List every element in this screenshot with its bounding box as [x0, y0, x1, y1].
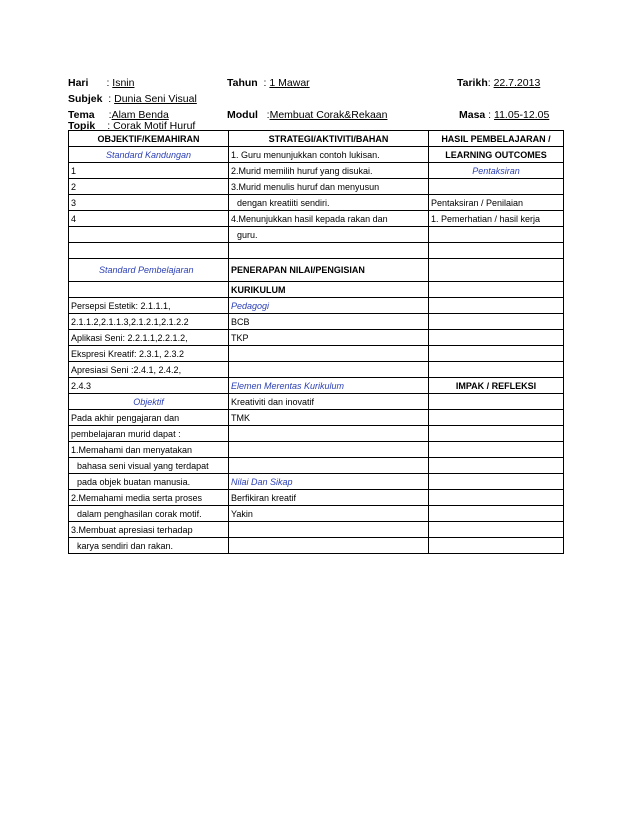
objektif-cell: pembelajaran murid dapat : — [69, 426, 229, 442]
objektif-cell: Pada akhir pengajaran dan — [69, 410, 229, 426]
empty-cell — [429, 179, 564, 195]
masa-field: Masa : 11.05-12.05 — [459, 109, 550, 121]
topik-value: Corak Motif Huruf — [113, 120, 196, 132]
tahun-label: Tahun — [227, 77, 258, 89]
elemen-item: TMK — [229, 410, 429, 426]
empty-cell — [229, 538, 429, 554]
nilai-item: Berfikiran kreatif — [229, 490, 429, 506]
learning-outcomes-header: LEARNING OUTCOMES — [429, 147, 564, 163]
objektif-cell: 2.Memahami media serta proses — [69, 490, 229, 506]
topik-field: Topik : Corak Motif Huruf — [68, 120, 196, 132]
empty-cell — [429, 490, 564, 506]
tema-field: Tema :Alam Benda — [68, 109, 169, 121]
table-row — [69, 163, 564, 179]
strategi-header: STRATEGI/AKTIVITI/BAHAN — [229, 131, 429, 147]
table-row — [69, 346, 564, 362]
table-row — [69, 330, 564, 346]
impak-refleksi-header: IMPAK / REFLEKSI — [429, 378, 564, 394]
strategi-cell: dengan kreatiiti sendiri. — [229, 195, 429, 211]
empty-cell — [429, 506, 564, 522]
tahun-value: 1 Mawar — [269, 77, 310, 89]
table-row — [69, 522, 564, 538]
objektif-cell: bahasa seni visual yang terdapat — [69, 458, 229, 474]
kandungan-number: 1 — [69, 163, 229, 179]
empty-cell — [429, 243, 564, 259]
empty-cell — [429, 410, 564, 426]
standard-pembelajaran-cell: 2.4.3 — [69, 378, 229, 394]
pedagogi-item: TKP — [229, 330, 429, 346]
hari-value: Isnin — [112, 77, 135, 89]
tarikh-value: 22.7.2013 — [493, 77, 541, 89]
standard-pembelajaran-cell: Aplikasi Seni: 2.2.1.1,2.2.1.2, — [69, 330, 229, 346]
empty-cell — [429, 298, 564, 314]
empty-cell — [429, 442, 564, 458]
standard-kandungan-label: Standard Kandungan — [69, 147, 229, 163]
empty-cell — [429, 538, 564, 554]
modul-value: Membuat Corak&Rekaan — [269, 109, 388, 121]
elemen-item: Kreativiti dan inovatif — [229, 394, 429, 410]
empty-cell — [229, 458, 429, 474]
kandungan-number: 3 — [69, 195, 229, 211]
empty-cell — [429, 458, 564, 474]
standard-pembelajaran-cell: Ekspresi Kreatif: 2.3.1, 2.3.2 — [69, 346, 229, 362]
strategi-cell: guru. — [229, 227, 429, 243]
empty-cell — [429, 227, 564, 243]
pedagogi-label: Pedagogi — [229, 298, 429, 314]
standard-pembelajaran-cell: Apresiasi Seni :2.4.1, 2.4.2, — [69, 362, 229, 378]
table-row — [69, 131, 564, 147]
objektif-label: Objektif — [69, 394, 229, 410]
strategi-cell: 4.Menunjukkan hasil kepada rakan dan — [229, 211, 429, 227]
tarikh-label: Tarikh — [457, 77, 488, 89]
empty-cell — [429, 314, 564, 330]
subjek-label: Subjek — [68, 93, 103, 105]
kandungan-number: 2 — [69, 179, 229, 195]
table-row — [69, 195, 564, 211]
masa-value: 11.05-12.05 — [494, 109, 550, 121]
table-row — [69, 282, 564, 298]
table-row — [69, 426, 564, 442]
penerapan-nilai-header: PENERAPAN NILAI/PENGISIAN — [229, 259, 429, 282]
table-row — [69, 362, 564, 378]
nilai-item: Yakin — [229, 506, 429, 522]
table-row — [69, 378, 564, 394]
empty-cell — [429, 362, 564, 378]
subjek-value: Dunia Seni Visual — [114, 93, 197, 105]
kandungan-number: 4 — [69, 211, 229, 227]
standard-pembelajaran-cell: 2.1.1.2,2.1.1.3,2.1.2.1,2.1.2.2 — [69, 314, 229, 330]
lesson-plan-table — [68, 130, 564, 554]
table-row — [69, 227, 564, 243]
empty-cell — [69, 227, 229, 243]
objektif-cell: 1.Memahami dan menyatakan — [69, 442, 229, 458]
standard-pembelajaran-cell: Persepsi Estetik: 2.1.1.1, — [69, 298, 229, 314]
table-row — [69, 147, 564, 163]
table-row — [69, 410, 564, 426]
strategi-cell: 2.Murid memilih huruf yang disukai. — [229, 163, 429, 179]
tema-value: Alam Benda — [111, 109, 169, 121]
empty-cell — [429, 330, 564, 346]
objektif-cell: karya sendiri dan rakan. — [69, 538, 229, 554]
table-row — [69, 474, 564, 490]
empty-cell — [69, 243, 229, 259]
empty-cell — [229, 442, 429, 458]
table-row — [69, 442, 564, 458]
nilai-sikap-label: Nilai Dan Sikap — [229, 474, 429, 490]
pemerhatian-cell: 1. Pemerhatian / hasil kerja — [429, 211, 564, 227]
empty-cell — [429, 282, 564, 298]
tahun-field: Tahun : 1 Mawar — [227, 77, 310, 89]
tarikh-field: Tarikh: 22.7.2013 — [457, 77, 541, 89]
pentaksiran-penilaian-cell: Pentaksiran / Penilaian — [429, 195, 564, 211]
strategi-cell: 3.Murid menulis huruf dan menyusun — [229, 179, 429, 195]
objektif-cell: dalam penghasilan corak motif. — [69, 506, 229, 522]
pentaksiran-label: Pentaksiran — [429, 163, 564, 179]
masa-label: Masa — [459, 109, 486, 121]
hari-label: Hari — [68, 77, 89, 89]
empty-cell — [229, 346, 429, 362]
table-row — [69, 490, 564, 506]
strategi-cell: 1. Guru menunjukkan contoh lukisan. — [229, 147, 429, 163]
table-row — [69, 458, 564, 474]
empty-cell — [229, 522, 429, 538]
hasil-pembelajaran-header: HASIL PEMBELAJARAN / — [429, 131, 564, 147]
modul-field: Modul :Membuat Corak&Rekaan — [227, 109, 388, 121]
objektif-cell: pada objek buatan manusia. — [69, 474, 229, 490]
subjek-field: Subjek : Dunia Seni Visual — [68, 93, 197, 105]
table-row — [69, 314, 564, 330]
empty-cell — [429, 259, 564, 282]
table-row — [69, 259, 564, 282]
empty-cell — [229, 362, 429, 378]
empty-cell — [229, 243, 429, 259]
table-row — [69, 179, 564, 195]
empty-cell — [429, 346, 564, 362]
empty-cell — [69, 282, 229, 298]
pedagogi-item: BCB — [229, 314, 429, 330]
tema-label: Tema — [68, 109, 95, 121]
table-row — [69, 506, 564, 522]
empty-cell — [429, 426, 564, 442]
elemen-merentas-label: Elemen Merentas Kurikulum — [229, 378, 429, 394]
standard-pembelajaran-label: Standard Pembelajaran — [69, 259, 229, 282]
empty-cell — [429, 474, 564, 490]
topik-label: Topik — [68, 120, 96, 132]
empty-cell — [429, 394, 564, 410]
table-row — [69, 211, 564, 227]
table-row — [69, 394, 564, 410]
kurikulum-header: KURIKULUM — [229, 282, 429, 298]
table-row — [69, 538, 564, 554]
modul-label: Modul — [227, 109, 258, 121]
objektif-kemahiran-header: OBJEKTIF/KEMAHIRAN — [69, 131, 229, 147]
objektif-cell: 3.Membuat apresiasi terhadap — [69, 522, 229, 538]
empty-cell — [429, 522, 564, 538]
empty-cell — [229, 426, 429, 442]
table-row — [69, 243, 564, 259]
hari-field: Hari : Isnin — [68, 77, 135, 89]
table-row — [69, 298, 564, 314]
